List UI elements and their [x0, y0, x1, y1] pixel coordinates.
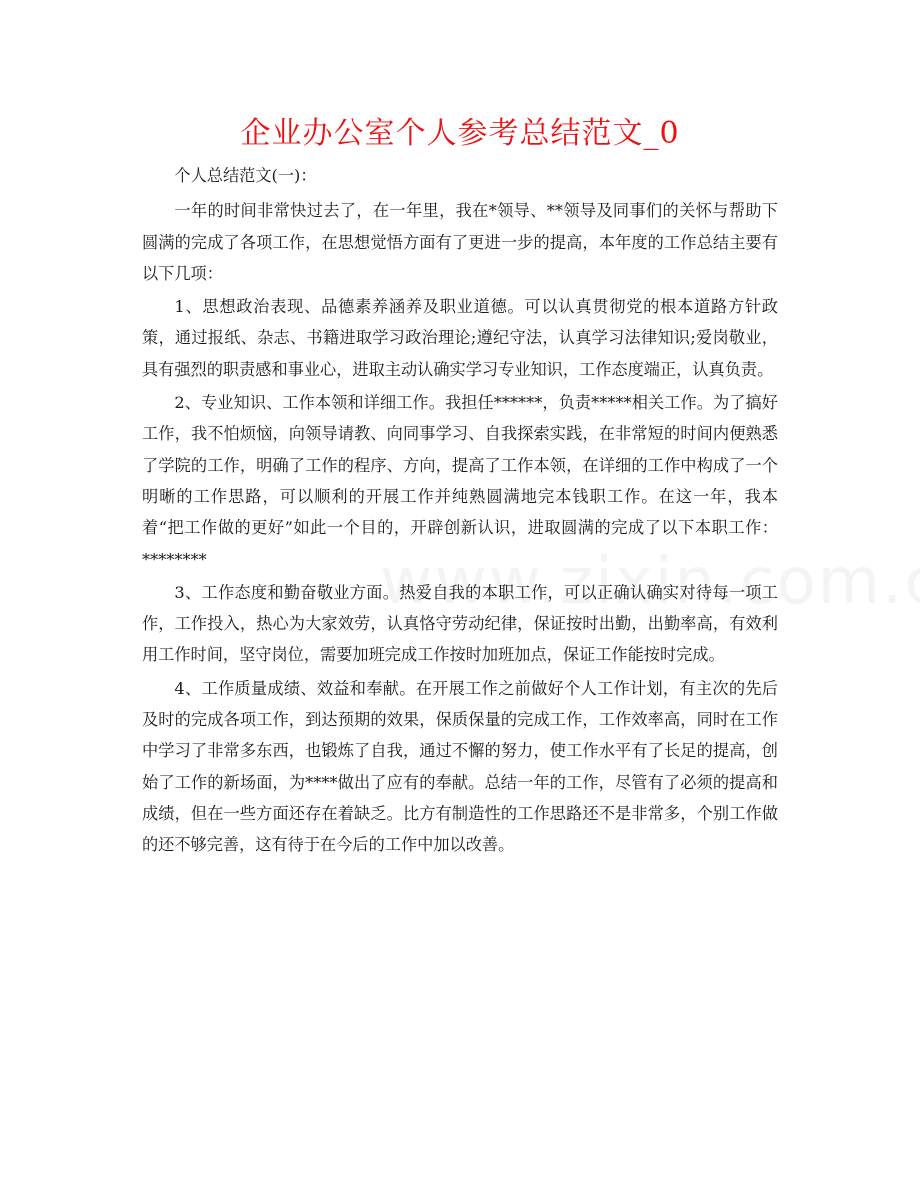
paragraph-intro: 一年的时间非常快过去了，在一年里，我在*领导、**领导及同事们的关怀与帮助下圆满的完成了各项工作，在思想觉悟方面有了更进一步的提高，本年度的工作总结主要有以下几项： [142, 201, 778, 283]
paragraph-item-3: 3、工作态度和勤奋敬业方面。热爱自我的本职工作，可以正确认确实对待每一项工作，工作投入，热心为大家效劳，认真恪守劳动纪律，保证按时出勤，出勤率高，有效利用工作时间，坚守岗位，需要加班完成工作按时加班加点，保证工作能按时完成。 [142, 582, 778, 665]
paragraph-item-2: 2、专业知识、工作本领和详细工作。我担任******，负责*****相关工作。为了搞好工作，我不怕烦恼，向领导请教、向同事学习、自我探索实践，在非常短的时间内便熟悉了学院的工作，明确了工作的程序、方向，提高了工作本领，在详细的工作中构成了一个明晰的工作思路，可以顺利的开展工作并纯熟圆满地完本钱职工作。在这一年，我本着“把工作做的更好”如此一个目的，开辟创新认识，进取圆满的完成了以下本职工作：******** [142, 393, 778, 569]
section-heading: 个人总结范文(一)： [174, 166, 317, 185]
paragraph-item-4: 4、工作质量成绩、效益和奉献。在开展工作之前做好个人工作计划，有主次的先后及时的完成各项工作，到达预期的效果，保质保量的完成工作，工作效率高，同时在工作中学习了非常多东西，也锻炼了自我，通过不懈的努力，使工作水平有了长足的提高，创始了工作的新场面，为****做出了应有的奉献。总结一年的工作，尽管有了必须的提高和成绩，但在一些方面还存在着缺乏。比方有制造性的工作思路还不是非常多，个别工作做的还不够完善，这有待于在今后的工作中加以改善。 [142, 678, 778, 855]
document-body [142, 160, 778, 863]
document-title: 企业办公室个人参考总结范文_0 [240, 116, 680, 151]
paragraph-item-1: 1、思想政治表现、品德素养涵养及职业道德。可以认真贯彻党的根本道路方针政策，通过报纸、杂志、书籍进取学习政治理论;遵纪守法，认真学习法律知识;爱岗敬业，具有强烈的职责感和事业心，进取主动认确实学习专业知识，工作态度端正，认真负责。 [142, 297, 778, 379]
